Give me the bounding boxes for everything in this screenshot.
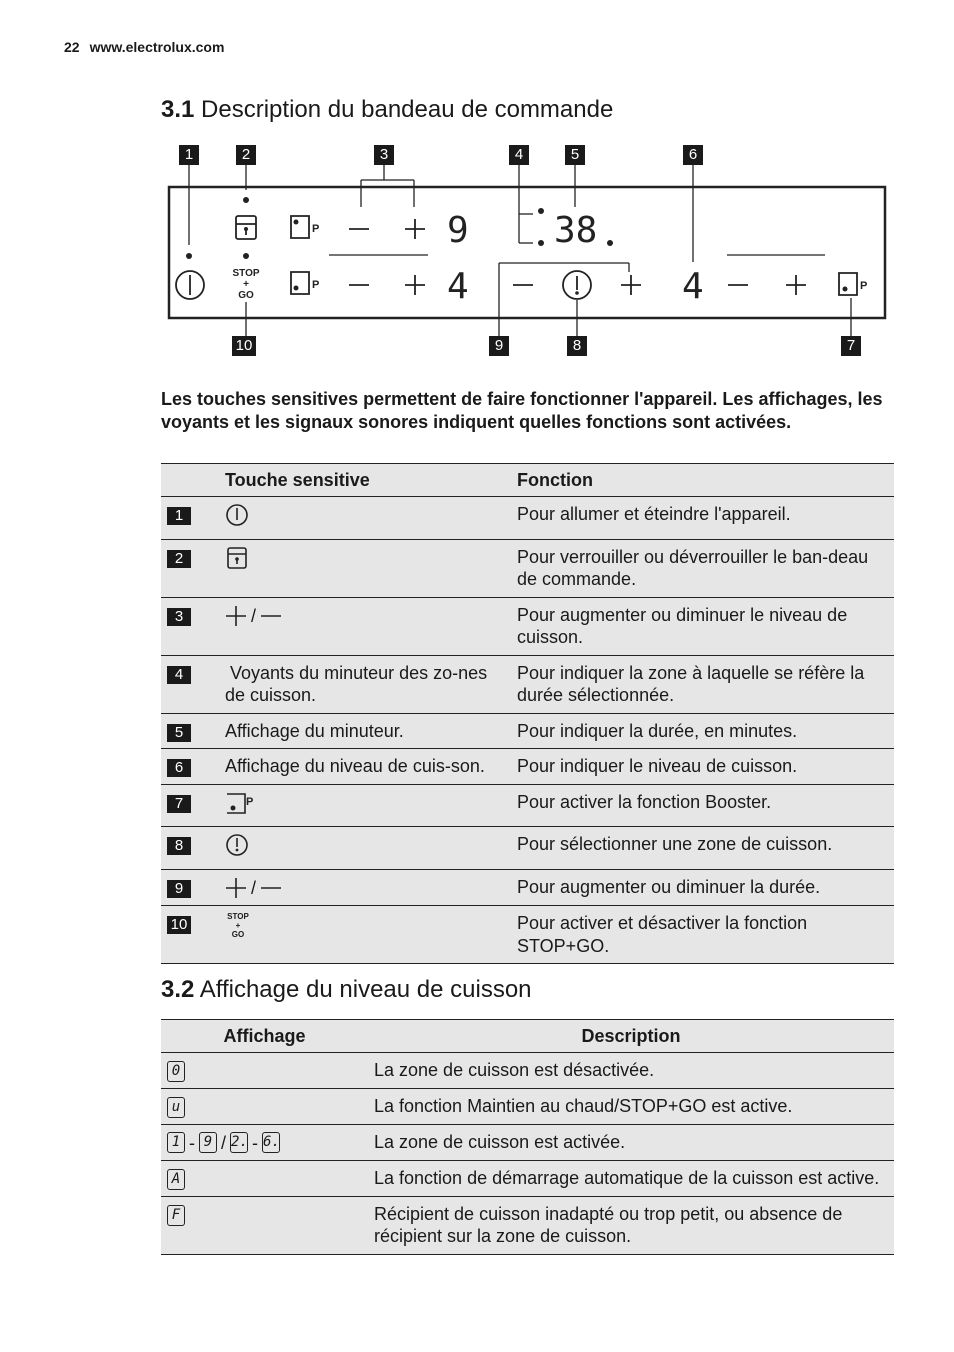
level-display: 9 [447, 210, 469, 251]
col-header-description: Description [368, 1020, 894, 1053]
table-row [161, 1053, 894, 1089]
svg-text:+: + [243, 279, 249, 290]
row-number: 7 [167, 795, 191, 813]
plus-icon[interactable] [621, 275, 641, 295]
callout-7: 7 [841, 336, 861, 356]
plus-icon [225, 605, 247, 627]
table-row [161, 1196, 894, 1254]
zone-select-icon [225, 833, 249, 857]
key-text: Affichage du minuteur. [219, 713, 511, 749]
intro-text: Les touches sensitives permettent de faire fonctionner l'appareil. Les affichages, les voyants et les signaux sonores indiquent quelles fonctions sont activées. [161, 389, 883, 432]
display-symbol: 1 [167, 1132, 185, 1153]
table-row [161, 1161, 894, 1197]
table-row: 1 - 9 / 2. - 6. La zone de cuisson est activée. [161, 1124, 894, 1161]
display-symbol: F [167, 1205, 185, 1226]
site-url[interactable]: www.electrolux.com [89, 39, 225, 55]
function-text: Pour indiquer le niveau de cuisson. [511, 749, 894, 785]
minus-icon [260, 605, 282, 627]
table-row: 9 / Pour augmenter ou diminuer la durée. [161, 869, 894, 906]
booster-icon[interactable] [291, 216, 309, 238]
table-row: 3 / Pour augmenter ou diminuer le niveau de cuisson. [161, 597, 894, 655]
display-symbol: 9 [199, 1132, 217, 1153]
level-display: 4 [682, 266, 704, 307]
function-text: Pour verrouiller ou déverrouiller le ban-deau de commande. [511, 539, 894, 597]
booster-icon[interactable] [291, 272, 309, 294]
booster-icon[interactable] [839, 273, 857, 295]
svg-text:P: P [312, 279, 320, 291]
row-number: 2 [167, 550, 191, 568]
row-number: 4 [167, 666, 191, 684]
table-row [161, 497, 894, 540]
description-text: La fonction de démarrage automatique de la cuisson est active. [368, 1161, 894, 1197]
callout-3: 3 [374, 145, 394, 165]
row-number: 10 [167, 916, 191, 934]
touch-keys-table [161, 463, 894, 964]
booster-icon [225, 791, 255, 815]
key-text: Voyants du minuteur des zo-nes de cuisson. [219, 655, 511, 713]
table-row [161, 539, 894, 597]
svg-text:P: P [860, 280, 868, 292]
callout-4: 4 [509, 145, 529, 165]
callout-5: 5 [565, 145, 585, 165]
callout-6: 6 [683, 145, 703, 165]
timer-display: 38 [554, 210, 598, 251]
section-title: Description du bandeau de commande [201, 96, 614, 123]
section-number: 3.2 [161, 976, 195, 1003]
table-row [161, 713, 894, 749]
row-number: 3 [167, 608, 191, 626]
callout-10: 10 [232, 336, 256, 356]
description-text: La zone de cuisson est activée. [368, 1124, 894, 1161]
plus-icon[interactable] [786, 275, 806, 295]
section-3-1-heading [161, 96, 613, 124]
callout-8: 8 [567, 336, 587, 356]
col-header-display: Affichage [161, 1020, 368, 1053]
display-symbol: A [167, 1169, 185, 1190]
function-text: Pour indiquer la durée, en minutes. [511, 713, 894, 749]
table-row [161, 784, 894, 827]
row-number: 5 [167, 724, 191, 742]
plus-icon[interactable] [405, 219, 425, 239]
function-text: Pour activer la fonction Booster. [511, 784, 894, 827]
plus-icon [225, 877, 247, 899]
display-symbol: 0 [167, 1061, 185, 1082]
level-display: 4 [447, 266, 469, 307]
table-row [161, 655, 894, 713]
svg-text:GO: GO [238, 290, 254, 301]
display-symbol: u [167, 1097, 185, 1118]
display-symbol: 6. [262, 1132, 280, 1153]
section-number: 3.1 [161, 96, 195, 123]
display-table [161, 1019, 894, 1255]
table-row [161, 749, 894, 785]
key-text: Affichage du niveau de cuis-son. [219, 749, 511, 785]
row-number: 9 [167, 880, 191, 898]
stop-go-icon[interactable] [232, 268, 259, 301]
callout-2: 2 [236, 145, 256, 165]
function-text: Pour activer et désactiver la fonction STOP+GO. [511, 906, 894, 964]
row-number: 6 [167, 759, 191, 777]
row-number: 8 [167, 837, 191, 855]
display-symbol: 2. [230, 1132, 248, 1153]
control-panel-diagram [160, 140, 895, 365]
page-number: 22 [64, 39, 80, 55]
function-text: Pour augmenter ou diminuer le niveau de cuisson. [511, 597, 894, 655]
callout-1: 1 [179, 145, 199, 165]
function-text: Pour indiquer la zone à laquelle se réfère la durée sélectionnée. [511, 655, 894, 713]
table-row [161, 906, 894, 964]
section-3-2-heading [161, 976, 532, 1004]
description-text: La zone de cuisson est désactivée. [368, 1053, 894, 1089]
lock-icon [225, 546, 249, 570]
description-text: La fonction Maintien au chaud/STOP+GO est active. [368, 1088, 894, 1124]
callout-9: 9 [489, 336, 509, 356]
function-text: Pour allumer et éteindre l'appareil. [511, 497, 894, 540]
svg-text:STOP: STOP [232, 268, 260, 279]
stop-go-icon: STOP + GO [227, 912, 249, 939]
col-header-key: Touche sensitive [219, 464, 511, 497]
page-header [64, 39, 224, 55]
minus-icon [260, 877, 282, 899]
table-row [161, 1088, 894, 1124]
table-row [161, 827, 894, 870]
power-icon [225, 503, 249, 527]
power-icon[interactable] [176, 271, 204, 299]
plus-icon[interactable] [405, 275, 425, 295]
description-text: Récipient de cuisson inadapté ou trop petit, ou absence de récipient sur la zone de cuisson. [368, 1196, 894, 1254]
function-text: Pour sélectionner une zone de cuisson. [511, 827, 894, 870]
row-number: 1 [167, 507, 191, 525]
function-text: Pour augmenter ou diminuer la durée. [511, 869, 894, 906]
col-header-function: Fonction [511, 464, 894, 497]
svg-text:P: P [246, 795, 254, 808]
section-title: Affichage du niveau de cuisson [199, 976, 532, 1003]
svg-text:P: P [312, 223, 320, 235]
